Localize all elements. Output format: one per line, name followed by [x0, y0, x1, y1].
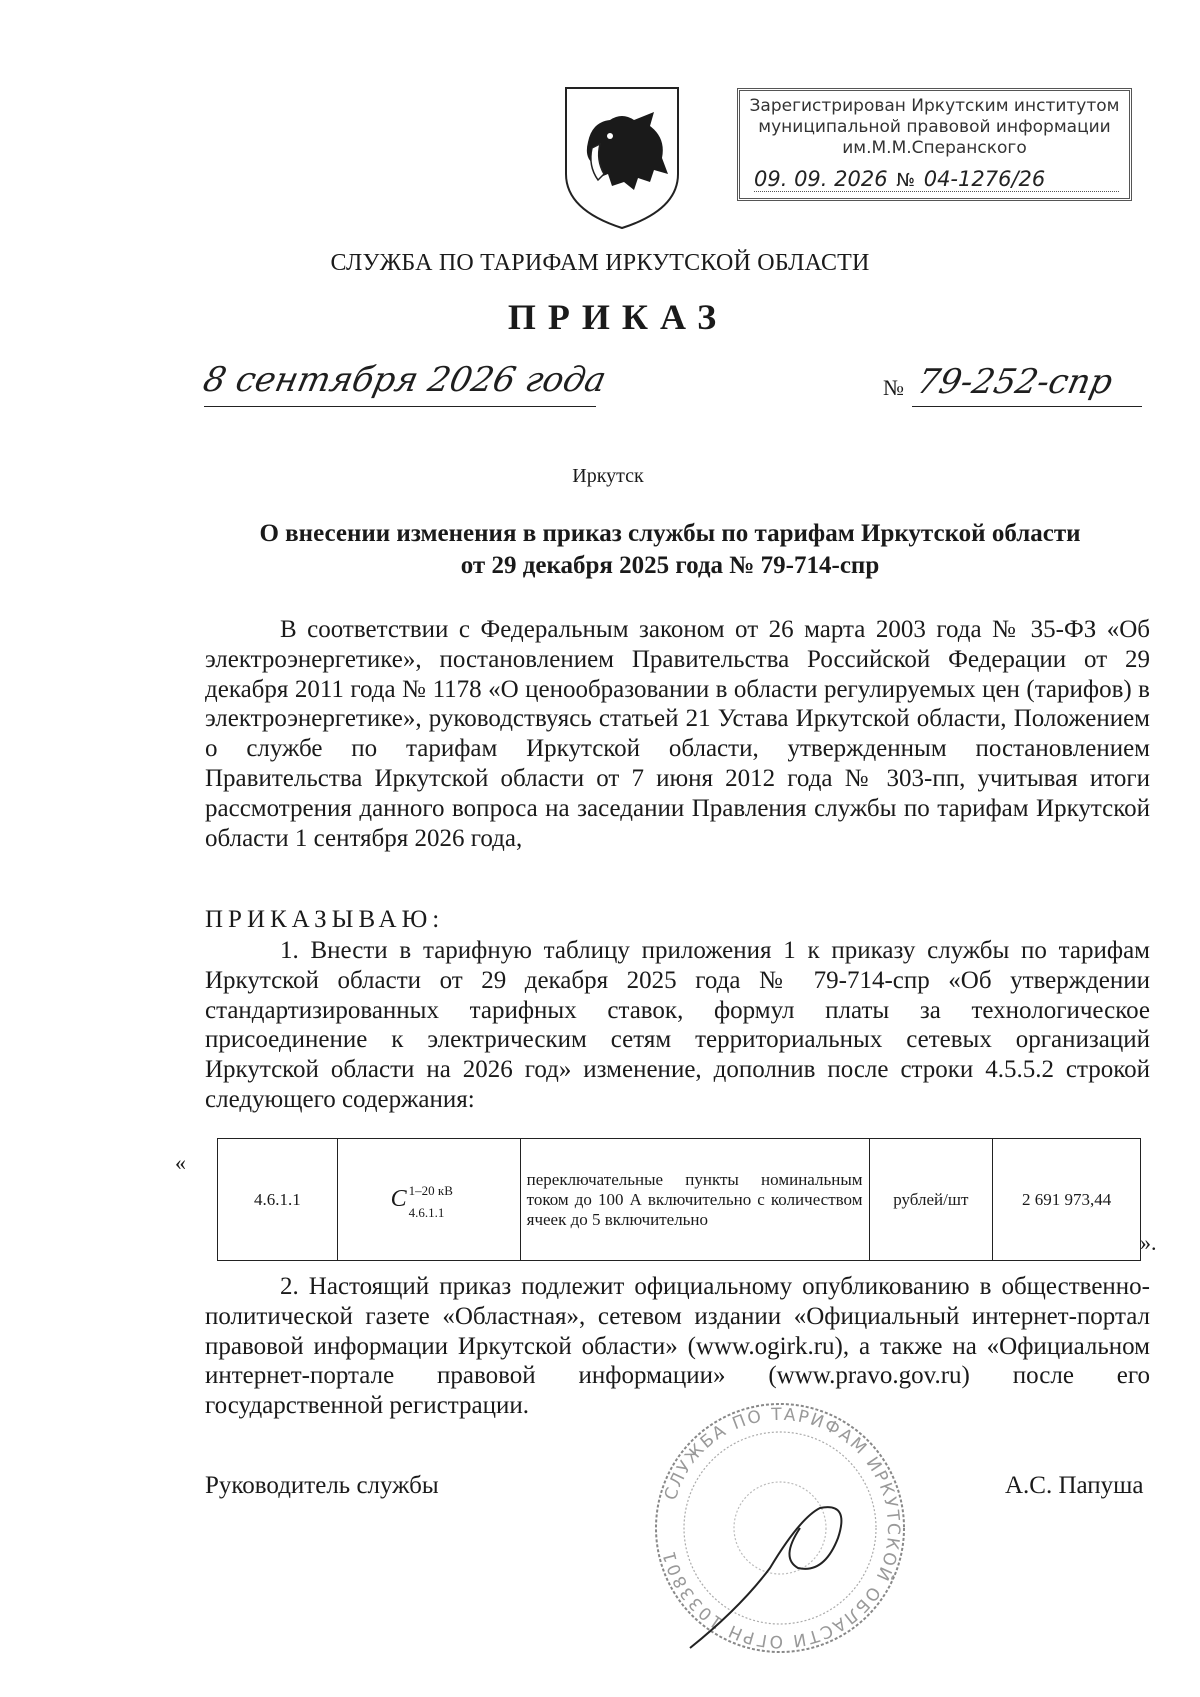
formula-symbol: C: [390, 1185, 407, 1212]
svg-text:СЛУЖБА ПО ТАРИФАМ ИРКУТСКОЙ ОБ: [659, 1405, 903, 1651]
table-row: [218, 1139, 1141, 1261]
table-open-quote: «: [175, 1150, 186, 1175]
decree-word: ПРИКАЗЫВАЮ:: [205, 906, 445, 933]
document-type: ПРИКАЗ: [507, 297, 729, 337]
table-close-quote: ».: [1140, 1230, 1157, 1255]
number-underline: [912, 406, 1142, 407]
registration-date-line: [754, 169, 1119, 192]
coat-of-arms-emblem: [558, 82, 686, 230]
row-unit: рублей/шт: [869, 1139, 993, 1261]
handwritten-order-number: 79-252-спр: [913, 362, 1117, 402]
formula-superscript: 1–20 кВ: [408, 1182, 453, 1198]
preamble-paragraph: В соответствии с Федеральным законом от 26 марта 2003 года № 35-ФЗ «Об электроэнергетике», постановлением Правительства Российской Федерации от 29 декабря 2011 года № 1178 «О ценообразовании в области регулируемых цен (тарифов) в электроэнергетике», руководствуясь статьей 21 Устава Иркутской области, Положением о службе по тарифам Иркутской области, утвержденным постановлением Правительства Иркутской области от 7 июня 2012 года № 303-пп, учитывая итоги рассмотрения данного вопроса на заседании Правления службы по тарифам Иркутской области 1 сентября 2026 года,: [205, 616, 1150, 852]
clause-2-paragraph: 2. Настоящий приказ подлежит официальному опубликованию в общественно-политической газете «Областная», сетевом издании «Официальный интернет-портал правовой информации Иркутской области» (www.ogirk.ru), а также на «Официальном интернет-портале правовой информации» (www.pravo.gov.ru) после его государственной регистрации.: [205, 1273, 1150, 1420]
formula: [390, 1182, 467, 1220]
agency-name: СЛУЖБА ПО ТАРИФАМ ИРКУТСКОЙ ОБЛАСТИ: [330, 250, 870, 276]
registration-stamp-line-2: муниципальной правовой информации: [758, 117, 1111, 137]
tariff-table: [217, 1138, 1141, 1261]
registration-date: 09. 09. 2026: [754, 167, 888, 191]
official-seal: [650, 1398, 910, 1658]
signer-position: Руководитель службы: [205, 1472, 439, 1499]
document-title: [180, 518, 1160, 582]
row-description: переключательные пункты номинальным током до 100 А включительно с количеством ячеек до 5 включительно: [520, 1139, 869, 1261]
registration-stamp: [737, 88, 1132, 201]
row-formula: [337, 1139, 520, 1261]
document-title-line-2: от 29 декабря 2025 года № 79-714-спр: [460, 552, 880, 579]
handwritten-order-date: 8 сентября 2026 года: [199, 360, 610, 400]
formula-subscript: 4.6.1.1: [408, 1204, 445, 1220]
registration-number-sign: №: [896, 170, 916, 191]
clause-1-paragraph: 1. Внести в тарифную таблицу приложения 1 к приказу службы по тарифам Иркутской области от 29 декабря 2025 года № 79-714-спр «Об утверждении стандартизированных тарифных ставок, формул платы за технологическое присоединение к электрическим сетям территориальных сетевых организаций Иркутской области на 2026 год» изменение, дополнив после строки 4.5.5.2 строкой следующего содержания:: [205, 937, 1150, 1113]
signer-name: А.С. Папуша: [1005, 1472, 1144, 1499]
order-number-label: №: [883, 375, 904, 400]
row-value: 2 691 973,44: [993, 1139, 1141, 1261]
seal-text: СЛУЖБА ПО ТАРИФАМ ИРКУТСКОЙ ОБЛАСТИ ОГРН 1033801: [659, 1404, 904, 1652]
row-code: 4.6.1.1: [218, 1139, 338, 1261]
city: Иркутск: [572, 465, 644, 487]
date-underline: [204, 406, 596, 407]
registration-stamp-line-3: им.М.М.Сперанского: [842, 138, 1027, 158]
document-title-line-1: О внесении изменения в приказ службы по тарифам Иркутской области: [259, 520, 1081, 547]
registration-stamp-line-1: Зарегистрирован Иркутским институтом: [749, 96, 1120, 116]
registration-number: 04-1276/26: [923, 167, 1046, 191]
